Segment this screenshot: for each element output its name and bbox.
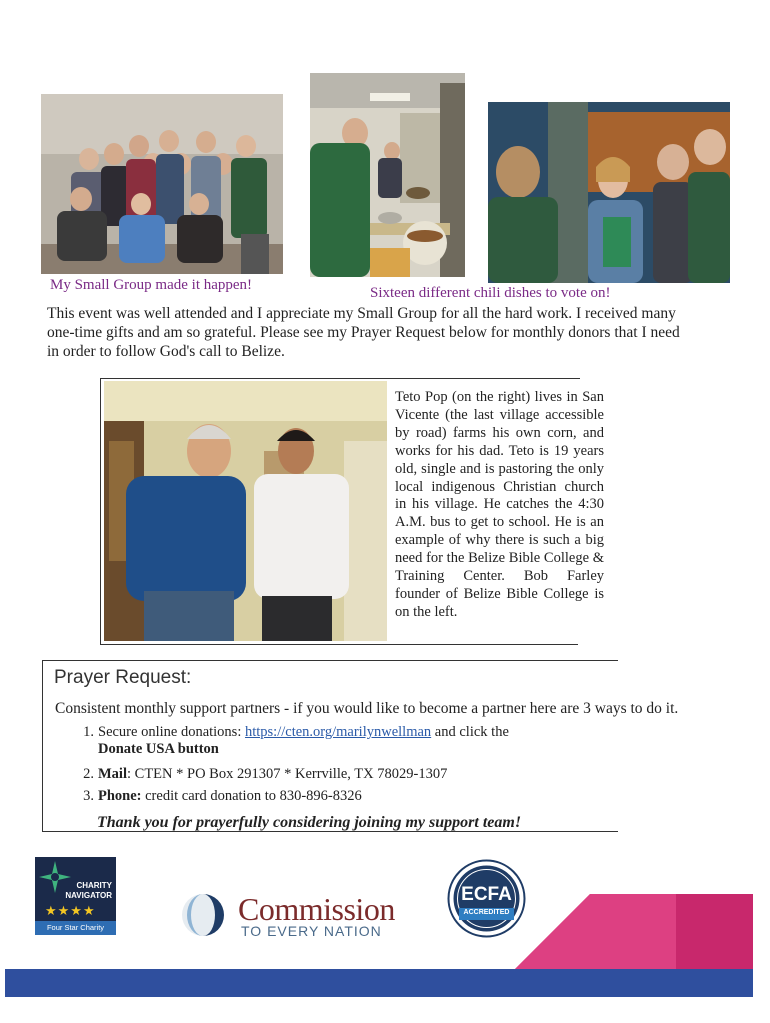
chili-caption: Sixteen different chili dishes to vote on! [370, 285, 611, 301]
list-number: 2. [83, 766, 94, 782]
mail-label: Mail [98, 766, 127, 782]
prayer-lead: Consistent monthly support partners - if you would like to become a partner here are 3 ways to do it. [55, 700, 679, 717]
prayer-item-mail [80, 766, 600, 786]
prayer-item-phone [80, 788, 600, 808]
story-frame [100, 378, 580, 380]
cten-tagline: TO EVERY NATION [241, 923, 382, 939]
story-frame-bottom [100, 644, 578, 645]
compass-star-icon [38, 860, 72, 894]
cten-name: Commission [238, 891, 395, 927]
prayer-item-online [80, 724, 600, 764]
story-frame-left [100, 378, 101, 644]
donation-link[interactable]: https://cten.org/marilynwellman [244, 724, 432, 740]
small-group-photo [41, 94, 283, 274]
list-number: 1. [83, 724, 94, 740]
chili-event-photo [488, 102, 730, 283]
ecfa-name: ECFA [461, 884, 512, 905]
mail-address: : CTEN * PO Box 291307 * Kerrville, TX 78029-1307 [127, 766, 448, 782]
chili-line-photo [310, 73, 465, 277]
phone-label: Phone: [98, 788, 142, 804]
small-group-caption: My Small Group made it happen! [50, 277, 253, 293]
cn-footer-text: Four Star Charity [35, 921, 116, 935]
online-prefix: Secure online donations: [98, 724, 245, 740]
phone-number: credit card donation to 830-896-8326 [141, 788, 362, 804]
ecfa-badge: ACCREDITED [463, 909, 510, 916]
footer-blue-bar [5, 969, 753, 997]
star-rating-icon: ★★★★ [45, 904, 96, 919]
list-number: 3. [83, 788, 94, 804]
prayer-heading: Prayer Request: [54, 667, 192, 688]
cn-line2: NAVIGATOR [65, 891, 112, 900]
intro-line: one-time gifts and am so grateful. Please see my Prayer Request below for monthly donors that I need [47, 324, 680, 341]
online-suffix: and click the [431, 724, 509, 740]
intro-paragraph [47, 304, 737, 361]
thank-you-line: Thank you for prayerfully considering joining my support team! [97, 814, 522, 831]
donate-usa-label: Donate USA button [98, 741, 219, 757]
intro-line: in order to follow God's call to Belize. [47, 343, 285, 360]
intro-line: This event was well attended and I appreciate my Small Group for all the hard work. I received many [47, 305, 676, 322]
footer-pink-graphic [508, 894, 753, 976]
charity-navigator-logo [35, 857, 116, 935]
story-text: Teto Pop (on the right) lives in San Vicente (the last village accessible by road) farms his own corn, and works for his dad. Teto is 19 years old, single and is pastoring the only local indigenous Christian church in his village. He catches the 4:30 A.M. bus to get to school. He is an example of why there is such a big need for the Belize Bible College & Training Center. Bob Farley founder of Belize Bible College is on the left. [395, 389, 604, 620]
cten-globe-icon [181, 893, 225, 937]
cn-line1: CHARITY [76, 881, 112, 890]
teto-bob-photo [104, 381, 387, 641]
